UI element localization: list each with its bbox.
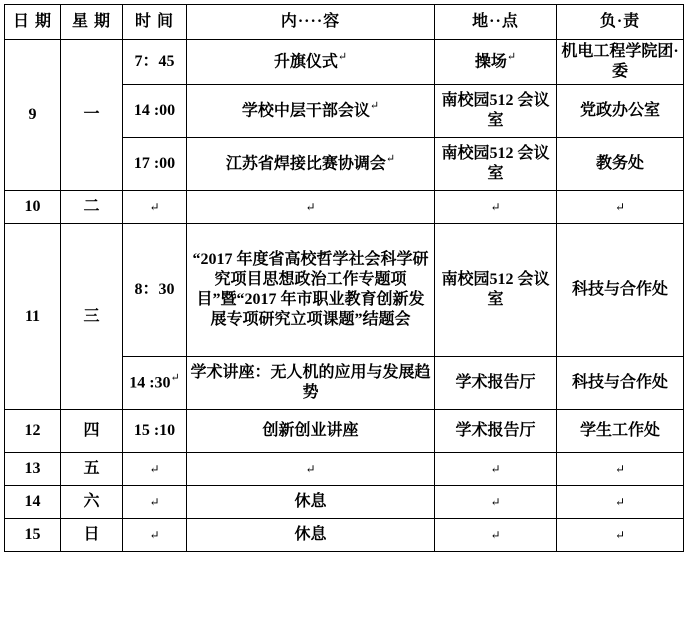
content-cell <box>187 357 435 410</box>
department-value: 科技与合作处 <box>571 374 668 391</box>
weekday-value: 日 <box>83 526 100 543</box>
content-cell <box>187 519 435 552</box>
content-cell <box>187 453 435 486</box>
location-value: 操场 <box>474 53 507 71</box>
location-cell <box>435 410 557 453</box>
paragraph-marker-icon: ↵ <box>149 494 160 509</box>
content-value: 休息 <box>294 526 327 543</box>
table-row <box>5 224 684 357</box>
table-row <box>5 410 684 453</box>
header-content: 内····容 <box>187 5 435 40</box>
date-cell <box>5 224 61 410</box>
paragraph-marker-icon: ↵ <box>506 51 517 64</box>
date-value: 13 <box>24 460 41 477</box>
date-cell <box>5 191 61 224</box>
location-cell <box>435 519 557 552</box>
paragraph-marker-icon: ↵ <box>614 461 626 476</box>
weekday-value: 三 <box>83 307 100 325</box>
weekly-schedule-table <box>4 4 684 552</box>
paragraph-marker-icon: ↵ <box>614 527 626 542</box>
location-cell <box>435 453 557 486</box>
header-time: 时 间 <box>123 5 187 40</box>
table-row <box>5 519 684 552</box>
department-cell <box>557 138 684 191</box>
date-value: 15 <box>24 526 41 543</box>
location-cell <box>435 486 557 519</box>
content-cell <box>187 40 435 85</box>
time-value: 17 :00 <box>133 155 176 172</box>
paragraph-marker-icon: ↵ <box>170 372 180 385</box>
content-cell <box>187 138 435 191</box>
location-cell <box>435 224 557 357</box>
paragraph-marker-icon: ↵ <box>149 461 160 476</box>
department-cell <box>557 357 684 410</box>
paragraph-marker-icon: ↵ <box>490 527 501 542</box>
table-body <box>5 40 684 552</box>
table-header <box>5 5 684 40</box>
department-value: 党政办公室 <box>579 102 660 119</box>
department-cell <box>557 85 684 138</box>
paragraph-marker-icon: ↵ <box>149 527 160 542</box>
paragraph-marker-icon: ↵ <box>614 199 626 214</box>
department-cell <box>557 224 684 357</box>
paragraph-marker-icon: ↵ <box>149 199 160 214</box>
location-value: 学术报告厅 <box>455 422 536 439</box>
content-cell <box>187 224 435 357</box>
header-location: 地··点 <box>435 5 557 40</box>
table-header-row <box>5 5 684 40</box>
table-row <box>5 453 684 486</box>
department-value: 教务处 <box>595 155 644 172</box>
department-cell <box>557 410 684 453</box>
time-cell <box>123 138 187 191</box>
date-value: 14 <box>24 493 41 510</box>
paragraph-marker-icon: ↵ <box>490 494 501 509</box>
content-cell <box>187 191 435 224</box>
time-cell <box>123 357 187 410</box>
paragraph-marker-icon: ↵ <box>305 199 316 214</box>
content-value: 学术讲座：无人机的应用与发展趋势 <box>190 364 431 401</box>
time-cell <box>123 453 187 486</box>
paragraph-marker-icon: ↵ <box>490 461 501 476</box>
time-cell <box>123 410 187 453</box>
table-row <box>5 191 684 224</box>
date-cell <box>5 40 61 191</box>
content-cell <box>187 85 435 138</box>
weekday-cell <box>61 453 123 486</box>
department-cell <box>557 191 684 224</box>
date-cell <box>5 453 61 486</box>
location-value: 南校园512 会议室 <box>441 145 550 182</box>
weekday-cell <box>61 486 123 519</box>
paragraph-marker-icon: ↵ <box>490 199 501 214</box>
content-value: 休息 <box>294 493 327 510</box>
department-value: 机电工程学院团·委 <box>561 43 679 80</box>
location-cell <box>435 85 557 138</box>
date-value: 11 <box>24 307 41 325</box>
weekday-value: 五 <box>83 460 100 477</box>
department-value: 科技与合作处 <box>571 281 668 298</box>
date-value: 10 <box>24 198 41 215</box>
content-cell <box>187 410 435 453</box>
time-value: 15 :10 <box>133 422 176 439</box>
weekday-value: 六 <box>83 493 100 510</box>
weekday-cell <box>61 519 123 552</box>
header-weekday: 星 期 <box>61 5 123 40</box>
time-cell <box>123 85 187 138</box>
date-value: 9 <box>28 106 37 123</box>
header-department: 负·责 <box>557 5 684 40</box>
department-value: 学生工作处 <box>579 422 660 439</box>
date-value: 12 <box>24 422 41 439</box>
content-value: “2017 年度省高校哲学社会科学研究项目思想政治工作专题项目”暨“2017 年市职业教育创新发展专项研究立项课题”结题会 <box>192 251 429 328</box>
location-value: 南校园512 会议室 <box>441 92 550 129</box>
time-value: 8：30 <box>134 281 175 298</box>
weekday-value: 四 <box>83 422 100 439</box>
time-cell <box>123 191 187 224</box>
time-cell <box>123 486 187 519</box>
location-value: 学术报告厅 <box>455 374 536 391</box>
department-cell <box>557 519 684 552</box>
content-value: 江苏省焊接比赛协调会 <box>225 155 386 173</box>
date-cell <box>5 519 61 552</box>
content-value: 学校中层干部会议 <box>241 102 370 120</box>
table-row <box>5 40 684 85</box>
weekday-value: 一 <box>83 106 100 123</box>
location-cell <box>435 40 557 85</box>
weekday-cell <box>61 40 123 191</box>
time-value: 7：45 <box>134 53 175 70</box>
date-cell <box>5 410 61 453</box>
paragraph-marker-icon: ↵ <box>337 51 348 64</box>
department-cell <box>557 486 684 519</box>
weekday-value: 二 <box>83 198 100 215</box>
paragraph-marker-icon: ↵ <box>369 100 380 113</box>
weekday-cell <box>61 224 123 410</box>
location-cell <box>435 138 557 191</box>
time-cell <box>123 40 187 85</box>
table-row <box>5 486 684 519</box>
time-cell <box>123 224 187 357</box>
content-value: 创新创业讲座 <box>262 422 359 439</box>
weekday-cell <box>61 191 123 224</box>
time-cell <box>123 519 187 552</box>
weekday-cell <box>61 410 123 453</box>
date-cell <box>5 486 61 519</box>
paragraph-marker-icon: ↵ <box>385 153 396 166</box>
content-value: 升旗仪式 <box>273 53 338 71</box>
location-value: 南校园512 会议室 <box>441 271 550 308</box>
paragraph-marker-icon: ↵ <box>614 494 626 509</box>
department-cell <box>557 453 684 486</box>
time-value: 14 :00 <box>133 102 176 119</box>
content-cell <box>187 486 435 519</box>
location-cell <box>435 357 557 410</box>
location-cell <box>435 191 557 224</box>
time-value: 14 :30 <box>129 374 171 392</box>
header-date: 日 期 <box>5 5 61 40</box>
department-cell <box>557 40 684 85</box>
paragraph-marker-icon: ↵ <box>305 461 316 476</box>
